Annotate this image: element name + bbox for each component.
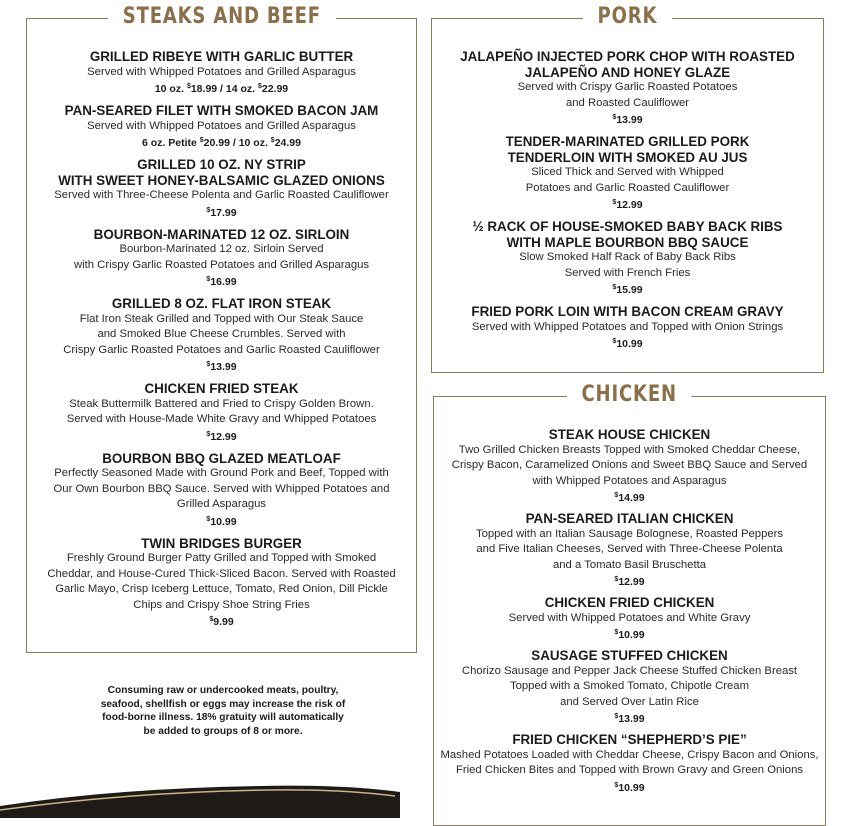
menu-item-price: $12.99: [206, 430, 237, 443]
footer-wave-decoration: [0, 778, 850, 818]
pork-menu-item: [432, 304, 823, 351]
menu-item-name: PAN-SEARED FILET WITH SMOKED BACON JAM: [64, 103, 379, 118]
menu-item-price: $10.99: [206, 515, 237, 528]
steaks-menu-item: [27, 103, 416, 150]
menu-item-description: Steak Buttermilk Battered and Fried to Crispy Golden Brown. Served with House-Made White Gravy and Whipped Potatoes: [66, 397, 377, 425]
menu-item-description: Served with Crispy Garlic Roasted Potatoes and Roasted Cauliflower: [517, 81, 738, 109]
menu-item-description: Perfectly Seasoned Made with Ground Pork and Beef, Topped with Our Own Bourbon BBQ Sauce. Served with Whipped Potatoes and Grilled Asparagus: [53, 467, 390, 510]
menu-item-name: FRIED CHICKEN “SHEPHERD’S PIE”: [512, 732, 747, 747]
menu-item-description: Sliced Thick and Served with Whipped Potatoes and Garlic Roasted Cauliflower: [525, 166, 730, 194]
menu-item-name: FRIED PORK LOIN WITH BACON CREAM GRAVY: [471, 304, 784, 319]
steaks-menu-item: [27, 227, 416, 290]
menu-item-description: Served with Three-Cheese Polenta and Garlic Roasted Cauliflower: [54, 189, 389, 201]
steaks-section-header: [27, 4, 416, 29]
menu-item-price: $10.99: [614, 781, 645, 794]
menu-item-name: SAUSAGE STUFFED CHICKEN: [531, 648, 728, 663]
pork-menu-item: [432, 219, 823, 297]
menu-item-name: BOURBON BBQ GLAZED MEATLOAF: [102, 450, 341, 466]
menu-item-name: ½ RACK OF HOUSE-SMOKED BABY BACK RIBS WITH MAPLE BOURBON BBQ SAUCE: [472, 219, 783, 250]
menu-item-price: $16.99: [206, 276, 237, 288]
pork-menu-item: [432, 134, 823, 212]
menu-item-description: Bourbon-Marinated 12 oz. Sirloin Served with Crispy Garlic Roasted Potatoes and Grilled Asparagus: [73, 243, 370, 271]
menu-item-name: CHICKEN FRIED STEAK: [144, 381, 299, 396]
menu-item-description: Served with Whipped Potatoes and White Gravy: [508, 611, 751, 624]
chicken-section-header: [434, 382, 825, 407]
chicken-menu-item: [434, 648, 825, 726]
steaks-item-list: [27, 49, 416, 629]
menu-item-description: Served with Whipped Potatoes and Topped with Onion Strings: [471, 320, 784, 333]
pork-section-title: PORK: [583, 4, 672, 29]
menu-item-name: GRILLED 10 OZ. NY STRIP WITH SWEET HONEY-BALSAMIC GLAZED ONIONS: [58, 157, 385, 188]
menu-item-description: Slow Smoked Half Rack of Baby Back Ribs Served with French Fries: [519, 251, 736, 279]
menu-item-description: Two Grilled Chicken Breasts Topped with Smoked Cheddar Cheese, Crispy Bacon, Caramelized Onions and Sweet BBQ Sauce and Served with Whipped Potatoes and Asparagus: [451, 443, 808, 487]
menu-item-price: 10 oz. $18.99 / 14 oz. $22.99: [154, 83, 289, 95]
menu-item-price: $12.99: [614, 576, 645, 588]
menu-item-price: $17.99: [206, 206, 237, 219]
menu-item-description: Topped with an Italian Sausage Bolognese, Roasted Peppers and Five Italian Cheeses, Served with Three-Cheese Polenta and a Tomato Basil Bruschetta: [475, 527, 784, 571]
menu-item-price: $10.99: [612, 338, 643, 350]
menu-item-price: $14.99: [614, 492, 645, 504]
steaks-menu-item: [27, 536, 416, 630]
menu-item-price: $9.99: [209, 616, 234, 628]
steaks-menu-item: [27, 157, 416, 220]
chicken-menu-item: [434, 427, 825, 505]
pork-section-header: [432, 4, 823, 29]
chicken-menu-item: [434, 511, 825, 589]
menu-item-name: STEAK HOUSE CHICKEN: [548, 427, 711, 442]
menu-item-name: GRILLED 8 OZ. FLAT IRON STEAK: [111, 296, 332, 311]
menu-item-name: JALAPEÑO INJECTED PORK CHOP WITH ROASTED JALAPEÑO AND HONEY GLAZE: [460, 49, 795, 80]
steaks-menu-item: [27, 49, 416, 96]
chicken-section-title: CHICKEN: [567, 382, 692, 407]
chicken-menu-item: [434, 595, 825, 642]
pork-section: [431, 4, 824, 373]
steaks-menu-item: [27, 451, 416, 529]
steaks-section-title: STEAKS AND BEEF: [108, 4, 336, 29]
menu-item-name: BOURBON-MARINATED 12 OZ. SIRLOIN: [93, 226, 350, 242]
menu-item-price: $15.99: [612, 284, 643, 296]
menu-item-name: PAN-SEARED ITALIAN CHICKEN: [525, 511, 734, 526]
menu-item-price: 6 oz. Petite $20.99 / 10 oz. $24.99: [142, 137, 301, 149]
pork-menu-item: [432, 49, 823, 127]
menu-item-name: TENDER-MARINATED GRILLED PORK TENDERLOIN WITH SMOKED AU JUS: [505, 134, 750, 165]
menu-item-description: Mashed Potatoes Loaded with Cheddar Cheese, Crispy Bacon and Onions, Fried Chicken Bites and Topped with Brown Gravy and Green Onions: [440, 748, 819, 776]
menu-item-description: Chorizo Sausage and Pepper Jack Cheese Stuffed Chicken Breast Topped with a Smoked Tomato, Chipotle Cream and Served Over Latin Rice: [461, 664, 798, 708]
menu-item-price: $10.99: [614, 629, 645, 641]
chicken-item-list: [434, 427, 825, 795]
menu-item-description: Served with Whipped Potatoes and Grilled Asparagus: [87, 65, 356, 78]
menu-item-description: Freshly Ground Burger Patty Grilled and Topped with Smoked Cheddar, and House-Cured Thick-Sliced Bacon. Served with Roasted Garlic Mayo, Crisp Iceberg Lettuce, Tomato, Red Onion, Dill Pickle Chips and Crispy Shoe String Fries: [47, 552, 396, 611]
chicken-section: [433, 382, 826, 826]
menu-item-name: CHICKEN FRIED CHICKEN: [544, 595, 715, 610]
disclaimer-text: Consuming raw or undercooked meats, poultry, seafood, shellfish or eggs may increase the risk of food-borne illness. 18% gratuity will automatically be added to groups of 8 or more.: [100, 685, 346, 737]
menu-item-price: $13.99: [614, 713, 645, 725]
menu-item-name: GRILLED RIBEYE WITH GARLIC BUTTER: [89, 49, 354, 64]
menu-item-description: Flat Iron Steak Grilled and Topped with Our Steak Sauce and Smoked Blue Cheese Crumbles. Served with Crispy Garlic Roasted Potatoes and Garlic Roasted Cauliflower: [63, 312, 380, 356]
menu-item-price: $12.99: [612, 199, 643, 211]
steaks-menu-item: [27, 296, 416, 374]
steaks-menu-item: [27, 381, 416, 444]
menu-item-price: $13.99: [612, 114, 643, 126]
pork-item-list: [432, 49, 823, 351]
menu-item-name: TWIN BRIDGES BURGER: [141, 535, 302, 551]
menu-item-description: Served with Whipped Potatoes and Grilled Asparagus: [87, 119, 356, 132]
menu-item-price: $13.99: [206, 361, 237, 373]
steaks-section: [26, 4, 417, 653]
